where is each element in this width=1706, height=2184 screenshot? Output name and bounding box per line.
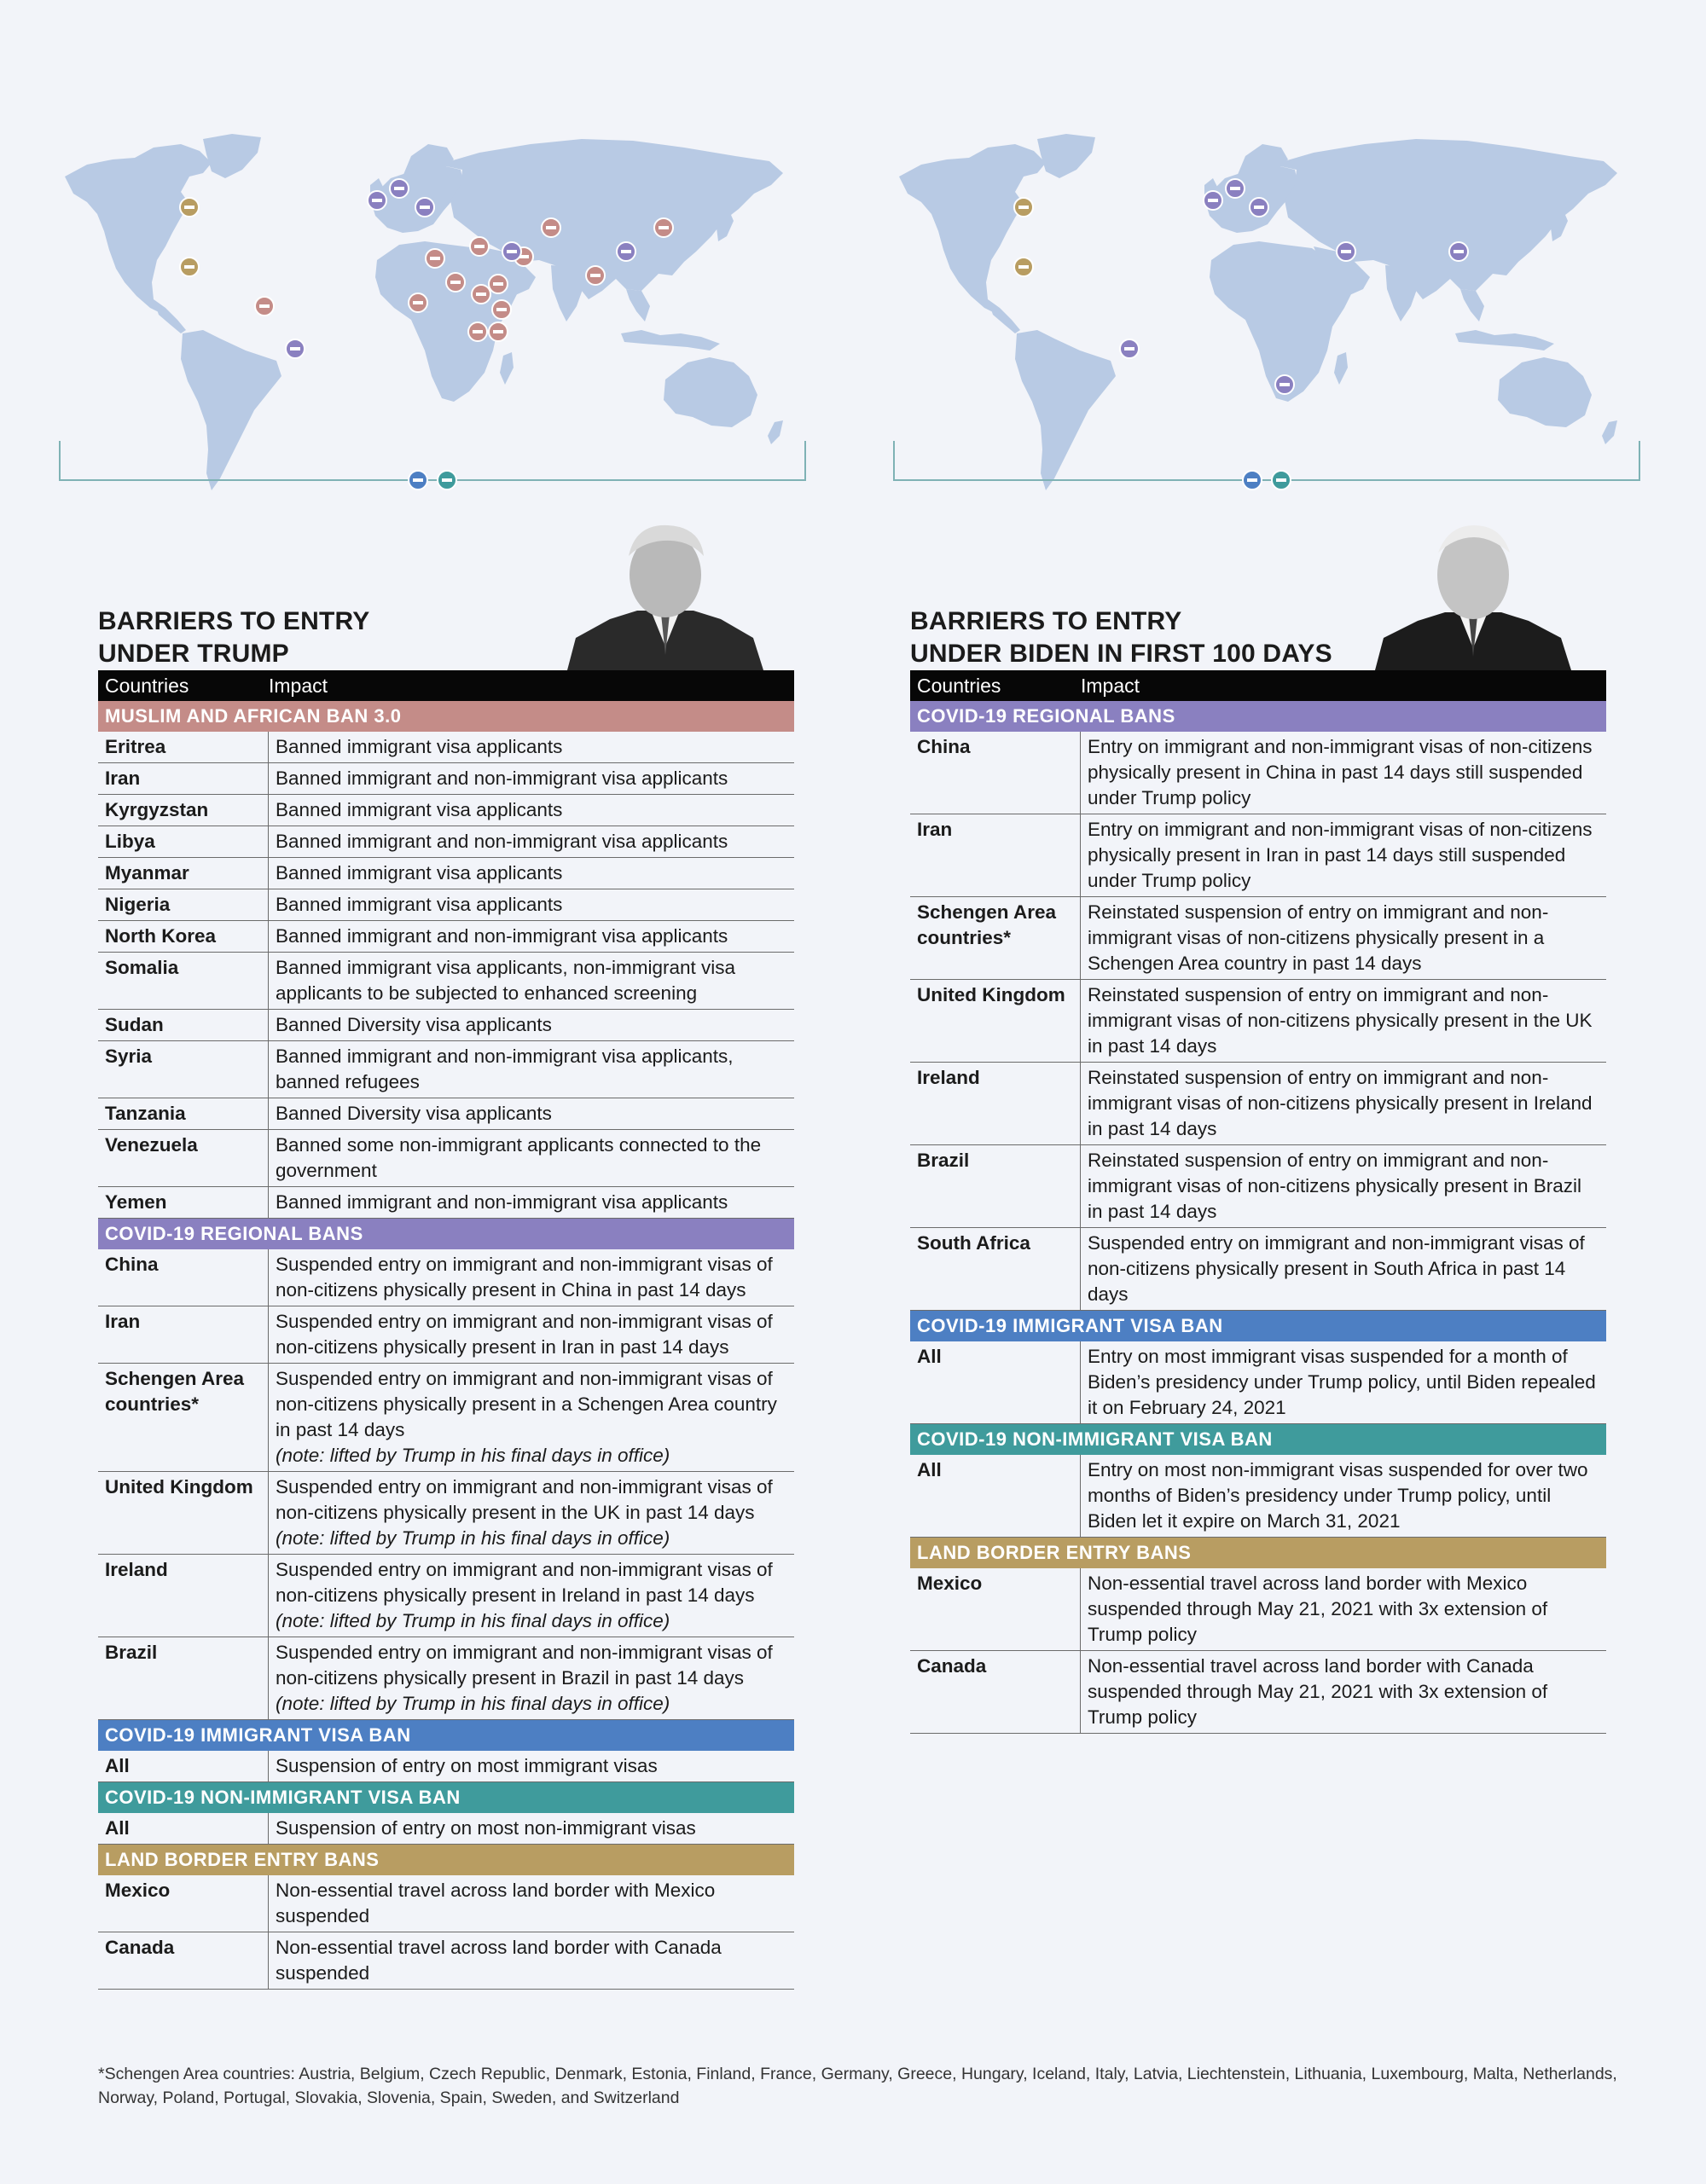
section-header: COVID-19 NON-IMMIGRANT VISA BAN <box>98 1782 794 1813</box>
marker-syria <box>470 237 489 256</box>
impact-text: Banned immigrant and non-immigrant visa applicants <box>276 925 728 947</box>
country-cell: Sudan <box>98 1010 269 1040</box>
section-header: LAND BORDER ENTRY BANS <box>98 1845 794 1875</box>
impact-text: Non-essential travel across land border with Canada suspended through May 21, 2021 with 3x extension of Trump policy <box>1088 1655 1548 1728</box>
table-row <box>910 1063 1606 1145</box>
impact-cell <box>269 763 794 794</box>
table-row <box>98 889 794 921</box>
trump-world-map <box>53 132 821 490</box>
table-row <box>910 1651 1606 1734</box>
table-row <box>98 1249 794 1306</box>
impact-text: Suspended entry on immigrant and non-immigrant visas of non-citizens physically present in a Schengen Area country in past 14 days <box>276 1368 777 1440</box>
impact-cell <box>1081 1341 1606 1423</box>
impact-cell <box>1081 814 1606 896</box>
table-row <box>98 732 794 763</box>
country-cell: Iran <box>910 814 1081 896</box>
country-cell: Venezuela <box>98 1130 269 1186</box>
country-cell: Schengen Area countries* <box>910 897 1081 979</box>
country-cell: Kyrgyzstan <box>98 795 269 826</box>
country-cell: Brazil <box>910 1145 1081 1227</box>
marker-ireland <box>368 191 386 210</box>
table-row <box>910 1145 1606 1228</box>
table-row <box>98 1875 794 1932</box>
impact-text: Non-essential travel across land border with Mexico suspended through May 21, 2021 with 3x extension of Trump policy <box>1088 1573 1548 1645</box>
country-cell: All <box>910 1455 1081 1537</box>
section-header: COVID-19 NON-IMMIGRANT VISA BAN <box>910 1424 1606 1455</box>
table-row <box>98 1932 794 1990</box>
country-cell: Somalia <box>98 953 269 1009</box>
country-cell: Tanzania <box>98 1098 269 1129</box>
impact-text: Suspended entry on immigrant and non-immigrant visas of non-citizens physically present in Ireland in past 14 days <box>276 1559 773 1606</box>
marker-canada <box>1014 198 1033 217</box>
table-header <box>98 670 794 701</box>
table-body <box>98 701 794 1990</box>
marker-uk <box>1226 179 1245 198</box>
biden-world-map <box>887 132 1655 490</box>
table-body <box>910 701 1606 1734</box>
impact-text: Entry on immigrant and non-immigrant visas of non-citizens physically present in Iran in past 14 days still suspended under Trump policy <box>1088 819 1593 891</box>
impact-cell <box>1081 1228 1606 1310</box>
country-cell: Brazil <box>98 1637 269 1719</box>
col-countries: Countries <box>917 674 1001 697</box>
impact-cell <box>269 921 794 952</box>
section-header: COVID-19 REGIONAL BANS <box>910 701 1606 732</box>
table-header <box>910 670 1606 701</box>
country-cell: Iran <box>98 763 269 794</box>
table-row <box>98 1364 794 1472</box>
impact-cell <box>1081 732 1606 814</box>
table-row <box>98 1010 794 1041</box>
impact-cell <box>269 732 794 762</box>
impact-text: Reinstated suspension of entry on immigrant and non-immigrant visas of non-citizens physically present in Ireland in past 14 days <box>1088 1067 1593 1139</box>
section-header: MUSLIM AND AFRICAN BAN 3.0 <box>98 701 794 732</box>
impact-note: (note: lifted by Trump in his final days in office) <box>276 1693 670 1714</box>
table-row <box>98 1751 794 1782</box>
marker-somalia <box>492 300 511 319</box>
impact-cell <box>269 1306 794 1363</box>
impact-text: Non-essential travel across land border with Canada suspended <box>276 1937 722 1984</box>
country-cell: Yemen <box>98 1187 269 1218</box>
marker-canada <box>180 198 199 217</box>
impact-cell <box>1081 1568 1606 1650</box>
table-row <box>98 1098 794 1130</box>
impact-cell <box>1081 1145 1606 1227</box>
marker-myanmar <box>586 266 605 285</box>
trump-barriers-table <box>98 670 794 1990</box>
table-row <box>98 826 794 858</box>
impact-cell <box>269 1472 794 1554</box>
section-header: COVID-19 IMMIGRANT VISA BAN <box>98 1720 794 1751</box>
impact-text: Non-essential travel across land border with Mexico suspended <box>276 1880 716 1926</box>
biden-title <box>910 605 1332 670</box>
impact-text: Banned Diversity visa applicants <box>276 1103 552 1124</box>
biden-title-line2: UNDER BIDEN IN FIRST 100 DAYS <box>910 640 1332 668</box>
impact-text: Reinstated suspension of entry on immigrant and non-immigrant visas of non-citizens physically present in Brazil in past 14 days <box>1088 1150 1581 1222</box>
impact-text: Banned immigrant visa applicants <box>276 799 563 820</box>
impact-cell <box>269 1187 794 1218</box>
impact-cell <box>269 1932 794 1989</box>
schengen-footnote: *Schengen Area countries: Austria, Belgium, Czech Republic, Denmark, Estonia, Finland, France, Germany, Greece, Hungary, Iceland, Italy, Latvia, Liechtenstein, Lithuania, Luxembourg, Malta, Netherlands, Norway, Poland, Portugal, Slovakia, Slovenia, Spain, Sweden, and Switzerland <box>98 2065 1617 2107</box>
impact-text: Suspended entry on immigrant and non-immigrant visas of non-citizens physically present in Iran in past 14 days <box>276 1311 773 1358</box>
impact-text: Entry on most non-immigrant visas suspended for over two months of Biden’s presidency under Trump policy, until Biden let it expire on March 31, 2021 <box>1088 1459 1588 1532</box>
marker-brazil <box>286 339 305 358</box>
impact-cell <box>269 795 794 826</box>
country-cell: Libya <box>98 826 269 857</box>
country-cell: United Kingdom <box>910 980 1081 1062</box>
impact-text: Suspended entry on immigrant and non-immigrant visas of non-citizens physically present in South Africa in past 14 days <box>1088 1232 1585 1305</box>
section-header: COVID-19 REGIONAL BANS <box>98 1219 794 1249</box>
marker-venezuela <box>255 297 274 316</box>
marker-mexico <box>180 258 199 276</box>
table-row <box>910 1341 1606 1424</box>
impact-note: (note: lifted by Trump in his final days in office) <box>276 1445 670 1466</box>
impact-text: Entry on immigrant and non-immigrant visas of non-citizens physically present in China in past 14 days still suspended under Trump policy <box>1088 736 1593 808</box>
table-row <box>910 980 1606 1063</box>
table-row <box>910 1568 1606 1651</box>
country-cell: Eritrea <box>98 732 269 762</box>
marker-ireland <box>1204 191 1222 210</box>
impact-cell <box>269 858 794 889</box>
table-row <box>98 1637 794 1720</box>
country-cell: North Korea <box>98 921 269 952</box>
table-row <box>98 1472 794 1555</box>
country-cell: South Africa <box>910 1228 1081 1310</box>
trump-title-line2: UNDER TRUMP <box>98 640 289 668</box>
country-cell: Ireland <box>910 1063 1081 1144</box>
marker-schengen <box>415 198 434 217</box>
impact-cell <box>269 1555 794 1637</box>
col-impact: Impact <box>1081 674 1140 697</box>
impact-note: (note: lifted by Trump in his final days in office) <box>276 1610 670 1631</box>
trump-portrait <box>567 518 763 675</box>
col-countries: Countries <box>105 674 189 697</box>
country-cell: Mexico <box>910 1568 1081 1650</box>
impact-cell <box>269 1130 794 1186</box>
table-row <box>98 1555 794 1637</box>
impact-cell <box>269 1875 794 1932</box>
impact-cell <box>269 953 794 1009</box>
impact-cell <box>269 1010 794 1040</box>
country-cell: Schengen Area countries* <box>98 1364 269 1471</box>
impact-text: Banned immigrant and non-immigrant visa applicants <box>276 831 728 852</box>
table-row <box>98 858 794 889</box>
country-cell: Iran <box>98 1306 269 1363</box>
covid-nonimmigrant-visa-ban-marker <box>438 471 456 490</box>
impact-text: Banned immigrant visa applicants <box>276 894 563 915</box>
table-row <box>98 1187 794 1219</box>
biden-portrait <box>1375 518 1571 675</box>
trump-title-line1: BARRIERS TO ENTRY <box>98 607 370 635</box>
table-row <box>910 814 1606 897</box>
table-row <box>98 763 794 795</box>
impact-cell <box>1081 1455 1606 1537</box>
table-row <box>98 921 794 953</box>
marker-nigeria <box>409 293 427 312</box>
impact-cell <box>269 1098 794 1129</box>
table-row <box>98 795 794 826</box>
impact-cell <box>269 889 794 920</box>
table-row <box>910 1228 1606 1311</box>
table-row <box>98 1306 794 1364</box>
section-header: COVID-19 IMMIGRANT VISA BAN <box>910 1311 1606 1341</box>
impact-text: Reinstated suspension of entry on immigrant and non-immigrant visas of non-citizens physically present in the UK in past 14 days <box>1088 984 1593 1057</box>
country-cell: All <box>98 1751 269 1781</box>
country-cell: China <box>910 732 1081 814</box>
marker-iran <box>1337 242 1355 261</box>
marker-yemen <box>489 275 508 293</box>
table-row <box>98 1130 794 1187</box>
impact-text: Suspended entry on immigrant and non-immigrant visas of non-citizens physically present in China in past 14 days <box>276 1254 773 1301</box>
marker-schengen <box>1250 198 1268 217</box>
impact-text: Banned immigrant and non-immigrant visa applicants, banned refugees <box>276 1046 734 1092</box>
impact-text: Reinstated suspension of entry on immigrant and non-immigrant visas of non-citizens physically present in a Schengen Area country in past 14 days <box>1088 901 1549 974</box>
impact-text: Banned immigrant and non-immigrant visa applicants <box>276 1191 728 1213</box>
impact-cell <box>269 1041 794 1098</box>
covid-nonimmigrant-visa-ban-marker <box>1272 471 1291 490</box>
impact-note: (note: lifted by Trump in his final days in office) <box>276 1527 670 1549</box>
impact-text: Banned immigrant and non-immigrant visa applicants <box>276 768 728 789</box>
impact-cell <box>269 1249 794 1306</box>
impact-cell <box>269 1813 794 1844</box>
country-cell: Myanmar <box>98 858 269 889</box>
impact-text: Suspended entry on immigrant and non-immigrant visas of non-citizens physically present in the UK in past 14 days <box>276 1476 773 1523</box>
marker-mexico <box>1014 258 1033 276</box>
impact-cell <box>1081 897 1606 979</box>
marker-china <box>617 242 635 261</box>
impact-text: Suspended entry on immigrant and non-immigrant visas of non-citizens physically present in Brazil in past 14 days <box>276 1642 773 1689</box>
trump-title <box>98 605 369 670</box>
country-cell: Nigeria <box>98 889 269 920</box>
impact-text: Suspension of entry on most non-immigrant visas <box>276 1817 696 1839</box>
marker-iran-covid <box>502 242 521 261</box>
marker-tanzania <box>489 322 508 341</box>
country-cell: United Kingdom <box>98 1472 269 1554</box>
marker-south-africa <box>1275 375 1294 394</box>
table-row <box>98 1041 794 1098</box>
covid-immigrant-visa-ban-marker <box>409 471 427 490</box>
impact-cell <box>269 1364 794 1471</box>
section-header: LAND BORDER ENTRY BANS <box>910 1538 1606 1568</box>
marker-china <box>1449 242 1468 261</box>
impact-text: Banned Diversity visa applicants <box>276 1014 552 1035</box>
impact-text: Banned immigrant visa applicants <box>276 736 563 757</box>
country-cell: Mexico <box>98 1875 269 1932</box>
table-row <box>98 1813 794 1845</box>
biden-barriers-table <box>910 670 1606 1734</box>
country-cell: Canada <box>910 1651 1081 1733</box>
impact-text: Entry on most immigrant visas suspended for a month of Biden’s presidency under Trump policy, until Biden repealed it on February 24, 2021 <box>1088 1346 1596 1418</box>
marker-tanzania-2 <box>468 322 487 341</box>
impact-text: Banned immigrant visa applicants, non-immigrant visa applicants to be subjected to enhanced screening <box>276 957 735 1004</box>
impact-cell <box>1081 980 1606 1062</box>
marker-kyrgyzstan <box>542 218 560 237</box>
col-impact: Impact <box>269 674 328 697</box>
country-cell: All <box>98 1813 269 1844</box>
impact-cell <box>269 826 794 857</box>
marker-libya <box>426 249 444 268</box>
country-cell: Canada <box>98 1932 269 1989</box>
table-row <box>910 1455 1606 1538</box>
table-row <box>910 732 1606 814</box>
impact-text: Banned some non-immigrant applicants connected to the government <box>276 1134 762 1181</box>
country-cell: China <box>98 1249 269 1306</box>
marker-uk <box>390 179 409 198</box>
country-cell: Syria <box>98 1041 269 1098</box>
impact-cell <box>1081 1651 1606 1733</box>
impact-text: Suspension of entry on most immigrant visas <box>276 1755 658 1776</box>
impact-cell <box>269 1751 794 1781</box>
impact-text: Banned immigrant visa applicants <box>276 862 563 883</box>
impact-cell <box>269 1637 794 1719</box>
table-row <box>910 897 1606 980</box>
country-cell: All <box>910 1341 1081 1423</box>
table-row <box>98 953 794 1010</box>
marker-eritrea <box>472 285 490 304</box>
covid-immigrant-visa-ban-marker <box>1243 471 1262 490</box>
marker-north-korea <box>654 218 673 237</box>
marker-brazil <box>1120 339 1139 358</box>
impact-cell <box>1081 1063 1606 1144</box>
biden-title-line1: BARRIERS TO ENTRY <box>910 607 1182 635</box>
country-cell: Ireland <box>98 1555 269 1637</box>
marker-sudan <box>446 273 465 292</box>
